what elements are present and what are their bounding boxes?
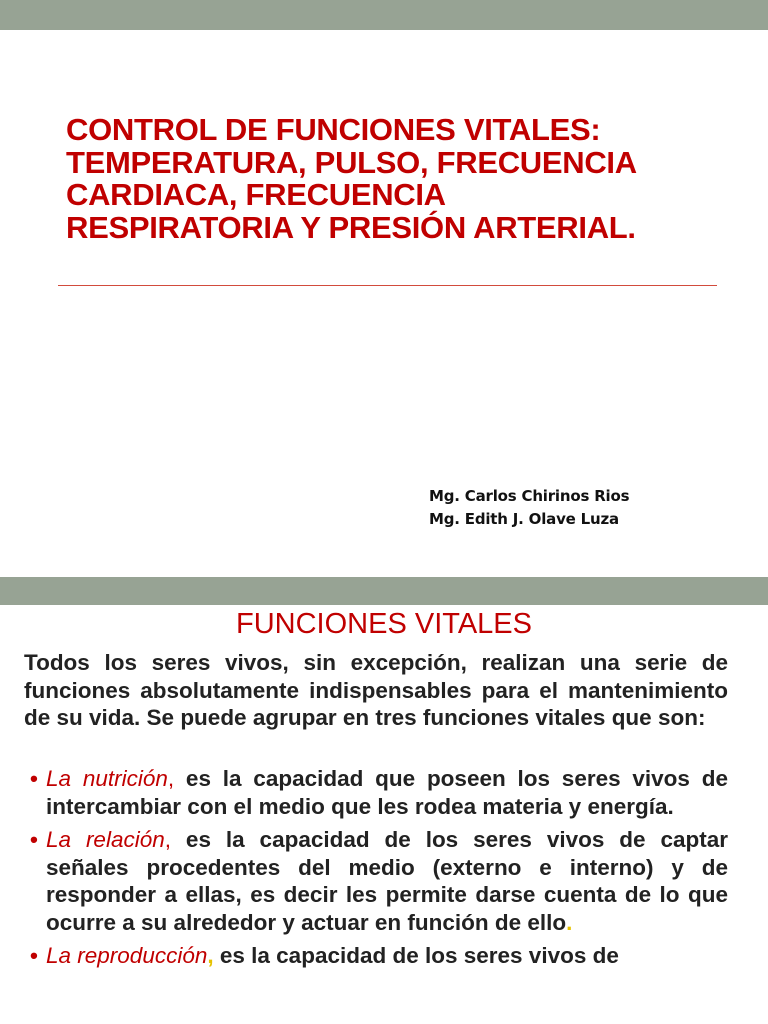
functions-bullet-list <box>24 765 728 976</box>
bullet-separator: , <box>207 943 214 968</box>
slide-top-band <box>0 0 768 30</box>
bullet-term: La nutrición <box>46 766 168 791</box>
title-line: TEMPERATURA, PULSO, FRECUENCIA <box>66 144 637 180</box>
bullet-icon: • <box>30 943 38 968</box>
bullet-term: La reproducción <box>46 943 208 968</box>
author-name: Mg. Edith J. Olave Luza <box>429 510 619 528</box>
title-line: RESPIRATORIA Y PRESIÓN ARTERIAL. <box>66 209 636 245</box>
bullet-text: es la capacidad que poseen los seres vivos de intercambiar con el medio que les rodea materia y energía. <box>46 766 728 819</box>
author-name: Mg. Carlos Chirinos Rios <box>429 487 630 505</box>
slide-title <box>66 114 746 244</box>
bullet-end-mark: . <box>566 909 573 935</box>
title-line: CARDIACA, FRECUENCIA <box>66 177 446 212</box>
bullet-separator: , <box>164 827 172 852</box>
slide-separator-band <box>0 577 768 605</box>
bullet-icon: • <box>30 766 38 791</box>
list-item <box>24 942 728 970</box>
bullet-separator: , <box>167 766 175 791</box>
bullet-text: es la capacidad de los seres vivos de captar señales procedentes del medio (externo e interno) y de responder a ellas, es decir les permite darse cuenta de lo que ocurre a su alrededor y actuar en función de ello <box>46 827 728 935</box>
list-item <box>24 765 728 820</box>
list-item <box>24 826 728 936</box>
title-line: CONTROL DE FUNCIONES VITALES: <box>66 112 601 147</box>
content-slide <box>0 605 768 1024</box>
bullet-text: es la capacidad de los seres vivos de <box>213 943 619 968</box>
bullet-icon: • <box>30 827 38 852</box>
slide-heading: FUNCIONES VITALES <box>236 608 532 640</box>
authors-block <box>429 485 749 531</box>
intro-paragraph: Todos los seres vivos, sin excepción, realizan una serie de funciones absolutamente indispensables para el mantenimiento de su vida. Se puede agrupar en tres funciones vitales que son: <box>24 650 728 730</box>
bullet-term: La relación <box>46 827 165 852</box>
title-underline-divider <box>58 285 717 286</box>
